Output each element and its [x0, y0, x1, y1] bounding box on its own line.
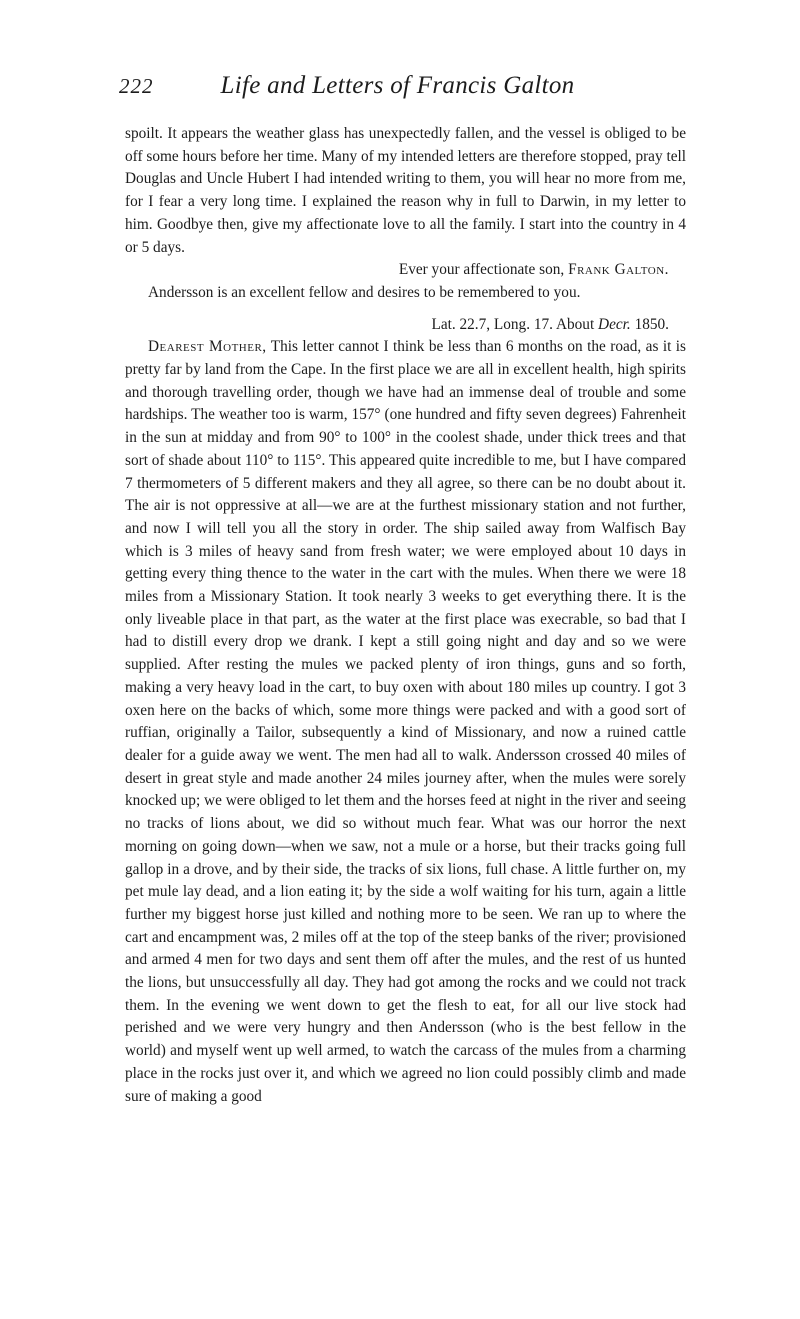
- dateline-text: Lat. 22.7, Long. 17. About: [431, 315, 599, 333]
- letter-body-text: This letter cannot I think be less than 6 months on the road, as it is pretty far by land from the Cape. In the first place we are all in excellent health, high spirits and thorough travelling order, though we have had an immense deal of trouble and some hardships. The weather too is warm, 157° (one hundred and fifty seven degrees) Fahrenheit in the sun at midday and from 90° to 100° in the coolest shade, under thick trees and that sort of shade about 110° to 115°. This appeared quite incredible to me, but I have compared 7 thermometers of 5 different makers and they all agree, so there can be no doubt about it. The air is not oppressive at all—we are at the furthest missionary station and not further, and now I will tell you all the story in order. The ship sailed away from Walfisch Bay which is 3 miles of heavy sand from fresh water; we were employed about 10 days in getting every thing thence to the water in the cart with the mules. When there we were 18 miles from a Missionary Station. It took nearly 3 weeks to get everything there. It is the only liveable place in that part, as the water at the first place was execrable, so bad that I had to distill every drop we drank. I kept a still going night and day and so we were supplied. After resting the mules we packed plenty of iron things, guns and so forth, making a very heavy load in the cart, to buy oxen with about 180 miles up country. I got 3 oxen here on the backs of which, some more things were packed and with a good sort of ruffian, originally a Tailor, subsequently a kind of Missionary, and now a ruined cattle dealer for a guide away we went. The men had all to walk. Andersson crossed 40 miles of desert in great style and made another 24 miles journey after, when the mules were sorely knocked up; we were obliged to let them and the horses feed at night in the river and seeing no tracks of lions about, we did so without much fear. What was our horror the next morning on going down—when we saw, not a mule or a horse, but their tracks going full gallop in a drove, and by their side, the tracks of six lions, full chase. A little further on, my pet mule lay dead, and a lion eating it; by the side a wolf waiting for his turn, again a little further my biggest horse just killed and nothing more to be seen. We ran up to where the cart and encampment was, 2 miles off at the top of the steep banks of the river; provisioned and armed 4 men for two days and sent them off after the mules, and the rest of us hunted the lions, but unsuccessfully all day. They had got among the rocks and we could not track them. In the evening we went down to get the flesh to eat, for all our live stock had perished and we were very hungry and then Andersson (who is the best fellow in the world) and myself went up well armed, to watch the carcass of the mules from a charming place in the rocks just over it, and which we agreed no lion could possibly climb and made sure of making a good: [125, 338, 686, 1105]
- signature-text: Ever your affectionate son,: [398, 261, 569, 279]
- salutation: Dearest Mother,: [148, 338, 267, 356]
- dateline-year: 1850.: [630, 315, 669, 333]
- letter-signature: [125, 259, 686, 282]
- dateline-month: Decr.: [598, 315, 631, 333]
- running-title: Life and Letters of Francis Galton: [220, 72, 575, 99]
- paragraph-letter-body: [125, 336, 686, 1108]
- body-text: [125, 123, 686, 1108]
- letter-dateline: [125, 314, 686, 337]
- paragraph-letter-end: spoilt. It appears the weather glass has unexpectedly fallen, and the vessel is obliged to be off some hours before her time. Many of my intended letters are therefore stopped, pray tell Douglas and Uncle Hubert I had intended writing to them, you will hear no more from me, for I fear a very long time. I explained the reason why in full to Darwin, in my letter to him. Goodbye then, give my affectionate love to all the family. I start into the country in 4 or 5 days.: [125, 125, 686, 256]
- signature-name: Frank Galton.: [568, 261, 669, 279]
- paragraph-postscript: Andersson is an excellent fellow and desires to be remembered to you.: [148, 283, 581, 301]
- running-head: [119, 72, 676, 112]
- page-number: 222: [119, 74, 154, 98]
